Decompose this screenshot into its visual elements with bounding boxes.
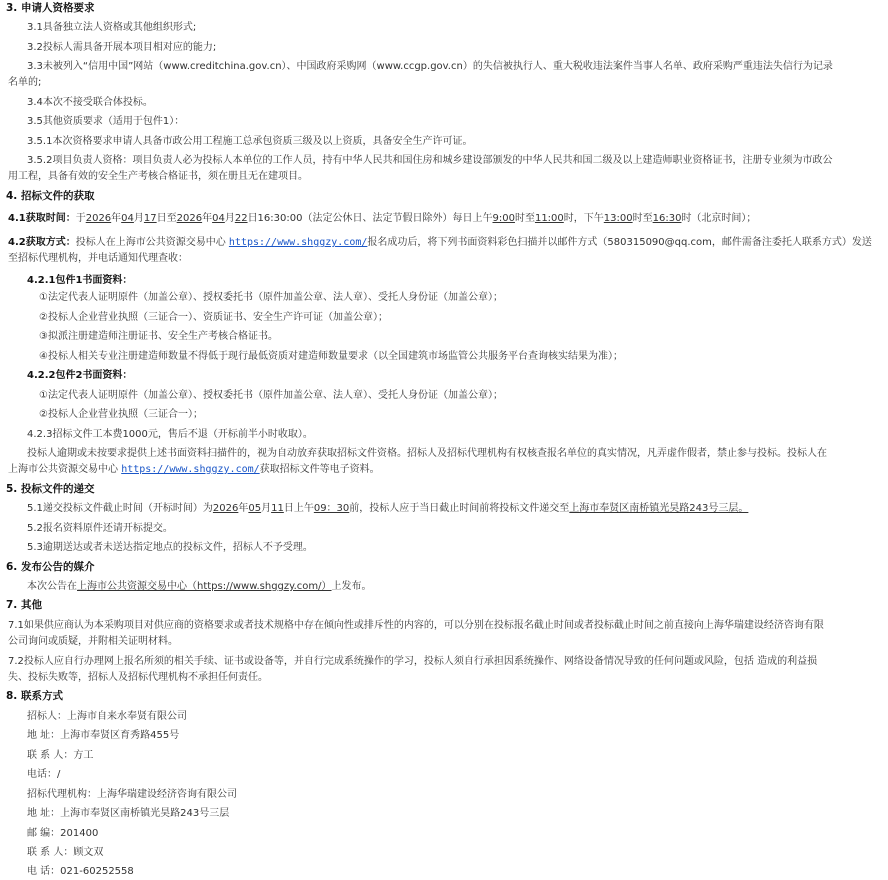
s3-item-5-2: 3.5.2项目负责人资格：项目负责人必为投标人本单位的工作人员，持有中华人民共和国住房和城乡建设部颁发的中华人民共和国二级及以上建造师职业资格证书，注册专业须为市政公 [27, 155, 833, 166]
deadline-day: 11 [271, 503, 284, 514]
start-year: 2026 [85, 213, 112, 224]
pm-end: 16:30 [652, 213, 682, 224]
s5-1-text: 5.1递交投标文件截止时间（开标时间）为 [27, 503, 213, 514]
pm-start: 13:00 [603, 213, 633, 224]
contact-agency-postcode: 邮 编：201400 [27, 828, 99, 839]
s4-1-text: 日16:30:00（法定公休日、法定节假日除外）每日上午 [247, 213, 493, 224]
s4-2-line [8, 236, 872, 249]
contact-tenderer: 招标人：上海市自来水奉贤有限公司 [27, 711, 187, 722]
s3-item-4: 3.4本次不接受联合体投标。 [27, 97, 153, 108]
section-5-heading: 5. 投标文件的递交 [6, 483, 95, 495]
end-month: 04 [212, 213, 225, 224]
deadline-time: 09：30 [313, 503, 350, 514]
s6-platform: 上海市公共资源交易中心（https://www.shggzy.com/） [77, 581, 332, 592]
section-4-heading: 4. 招标文件的获取 [6, 190, 95, 202]
section-7-heading: 7. 其他 [6, 599, 42, 611]
s4-2-cont: 至招标代理机构，并电话通知代理查收： [8, 253, 188, 264]
s3-item-5-1: 3.5.1本次资格要求申请人具备市政公用工程施工总承包资质三级及以上资质，具备安全生产许可证。 [27, 136, 473, 147]
s3-item-1: 3.1具备独立法人资格或其他组织形式; [27, 22, 197, 33]
s7-1-line-1: 7.1如果供应商认为本采购项目对供应商的资格要求或者技术规格中存在倾向性或排斥性的内容的，可以分别在投标报名截止时间或者投标截止时间之前直接向上海华瑞建设经济咨询有限 [8, 620, 824, 631]
contact-tenderer-person: 联 系 人：方工 [27, 750, 94, 761]
pkg2-item-2: ②投标人企业营业执照（三证合一）； [39, 409, 203, 420]
am-end: 11:00 [534, 213, 564, 224]
s3-item-3-cont: 名单的; [8, 77, 42, 88]
s6-text: 上发布。 [331, 581, 372, 592]
s4-2-text: 报名成功后，将下列书面资料彩色扫描并以邮件方式（580315090@qq.com，邮件需备注委托人联系方式）发送 [367, 237, 872, 248]
pkg1-item-3: ③拟派注册建造师注册证书、安全生产考核合格证书。 [39, 331, 278, 342]
pkg1-item-2: ②投标人企业营业执照（三证合一）、资质证书、安全生产许可证（加盖公章）； [39, 312, 388, 323]
s4-1-text: 时至 [632, 213, 653, 224]
s4-2-label: 4.2获取方式： [8, 237, 76, 248]
submission-address: 上海市奉贤区南桥镇光昊路243号三层。 [569, 503, 749, 514]
s5-1-text: 前，投标人应于当日截止时间前将投标文件递交至 [349, 503, 570, 514]
s5-2: 5.2报名资料原件还请开标提交。 [27, 523, 173, 534]
s4-note-line-1: 投标人逾期或未按要求提供上述书面资料扫描件的，视为自动放弃获取招标文件资格。招标人及招标代理机构有权核查报名单位的真实情况，凡弄虚作假者，禁止参与投标。投标人在 [27, 448, 827, 459]
contact-agency-phone: 电 话：021-60252558 [27, 866, 134, 877]
s4-1-text: 时，下午 [563, 213, 604, 224]
contact-tenderer-phone: 电话：/ [27, 769, 61, 780]
am-start: 9:00 [492, 213, 515, 224]
shggzy-link[interactable]: https://www.shggzy.com/ [228, 237, 368, 248]
contact-tenderer-address: 地 址：上海市奉贤区育秀路455号 [27, 730, 180, 741]
s4-1-text: 于 [75, 213, 86, 224]
s4-1-line [8, 212, 756, 225]
s4-1-text: 时至 [514, 213, 535, 224]
s5-3: 5.3逾期送达或者未送达指定地点的投标文件，招标人不予受理。 [27, 542, 313, 553]
s4-1-label: 4.1获取时间： [8, 213, 76, 224]
end-day: 22 [234, 213, 248, 224]
s7-2-line-1: 7.2投标人应自行办理网上报名所须的相关手续、证书或设备等，并自行完成系统操作的学习，投标人须自行承担因系统操作、网络设备情况导致的任何问题或风险，包括 造成的利益损 [8, 656, 818, 667]
s3-item-3: 3.3未被列入“信用中国”网站（www.creditchina.gov.cn）、中国政府采购网（www.ccgp.gov.cn）的失信被执行人、重大税收违法案件当事人名单、政府采购严重违法失信行为记录 [27, 61, 833, 72]
s5-1-line [27, 502, 748, 515]
s4-2-text: 投标人在上海市公共资源交易中心 [75, 237, 226, 248]
s4-1-text: 月 [133, 213, 144, 224]
section-8-heading: 8. 联系方式 [6, 690, 63, 702]
s5-1-text: 月 [261, 503, 272, 514]
s3-item-5: 3.5其他资质要求（适用于包件1）： [27, 116, 185, 127]
s6-line [27, 580, 372, 593]
deadline-month: 05 [248, 503, 262, 514]
pkg2-item-1: ①法定代表人证明原件（加盖公章）、授权委托书（原件加盖公章、法人章）、受托人身份证（加盖公章）； [39, 390, 503, 401]
start-day: 17 [143, 213, 157, 224]
pkg1-item-1: ①法定代表人证明原件（加盖公章）、授权委托书（原件加盖公章、法人章）、受托人身份证（加盖公章）； [39, 292, 503, 303]
pkg1-title: 4.2.1包件1书面资料： [27, 275, 133, 286]
s4-1-text: 日至 [156, 213, 177, 224]
s3-item-2: 3.2投标人需具备开展本项目相对应的能力; [27, 42, 217, 53]
s4-2-3: 4.2.3招标文件工本费1000元，售后不退（开标前半小时收取）。 [27, 429, 313, 440]
s4-note-text: 获取招标文件等电子资料。 [259, 464, 380, 475]
shggzy-link-2[interactable]: https://www.shggzy.com/ [121, 464, 260, 475]
start-month: 04 [121, 213, 134, 224]
s5-1-text: 年 [238, 503, 249, 514]
section-3-heading: 3. 申请人资格要求 [6, 2, 95, 14]
s3-item-5-2-cont: 用工程，具备有效的安全生产考核合格证书，须在册且无在建项目。 [8, 171, 308, 182]
s4-note-line-2 [8, 463, 380, 476]
section-6-heading: 6. 发布公告的媒介 [6, 561, 95, 573]
s4-note-text: 上海市公共资源交易中心 [8, 464, 118, 475]
contact-agency-person: 联 系 人：顾文双 [27, 847, 104, 858]
contact-agency-address: 地 址：上海市奉贤区南桥镇光昊路243号三层 [27, 808, 230, 819]
s4-1-text: 时（北京时间）； [681, 213, 757, 224]
s7-2-line-2: 失、投标失败等，招标人及招标代理机构不承担任何责任。 [8, 672, 268, 683]
s5-1-text: 日上午 [283, 503, 314, 514]
s4-1-text: 年 [202, 213, 213, 224]
s7-1-line-2: 公司询问或质疑，并附相关证明材料。 [8, 636, 178, 647]
end-year: 2026 [176, 213, 203, 224]
s4-1-text: 月 [224, 213, 235, 224]
s6-text: 本次公告在 [27, 581, 77, 592]
s4-1-text: 年 [111, 213, 122, 224]
contact-agency: 招标代理机构：上海华瑞建设经济咨询有限公司 [27, 789, 237, 800]
pkg1-item-4: ④投标人相关专业注册建造师数量不得低于现行最低资质对建造师数量要求（以全国建筑市场监管公共服务平台查询核实结果为准）； [39, 351, 623, 362]
deadline-year: 2026 [212, 503, 239, 514]
pkg2-title: 4.2.2包件2书面资料： [27, 370, 133, 381]
